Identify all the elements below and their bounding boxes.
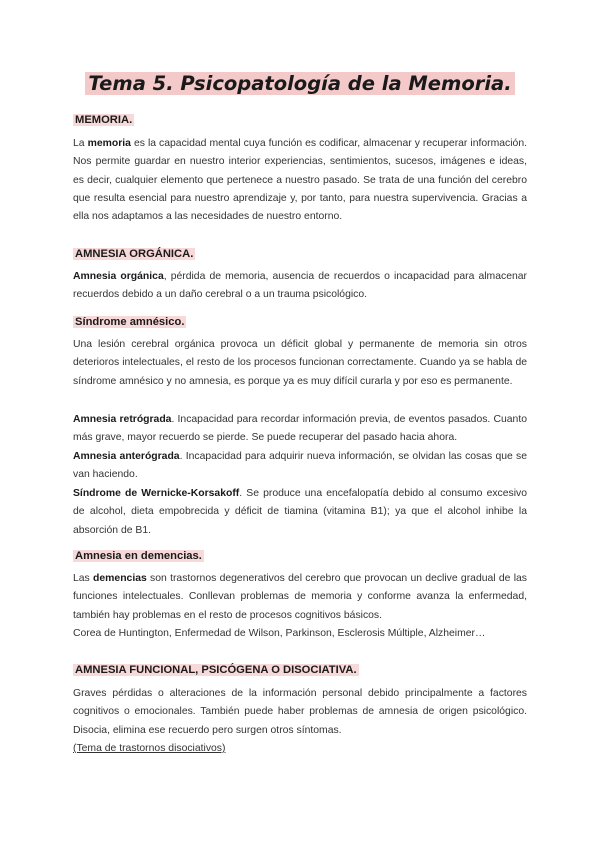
paragraph-demencias: Las demencias son trastornos degenerativos del cerebro que provocan un declive gradual de las funciones intelectuales. Conllevan problemas de memoria y conforme avanza la enfermedad, también hay problemas en el resto de procesos cognitivos básicos. (73, 573, 528, 621)
paragraph-link (73, 740, 527, 758)
page-title (0, 72, 600, 95)
paragraph-memoria: La memoria es la capacidad mental cuya función es codificar, almacenar y recuperar información. Nos permite guardar en nuestro interior experiencias, sentimientos, sucesos, imágenes e ideas, es decir, cualquier elemento que pertenece a nuestro pasado. Se trata de una función del cerebro que resulta esencial para nuestro aprendizaje y, por tanto, para nuestra supervivencia. Gracias a ella nos adaptamos a las necesidades de nuestro entorno. (73, 138, 528, 223)
paragraph-demencias-ejemplos: Corea de Huntington, Enfermedad de Wilson, Parkinson, Esclerosis Múltiple, Alzheimer… (73, 628, 486, 639)
heading-memoria: MEMORIA. (75, 114, 133, 126)
paragraph-sindrome-amnesico: Una lesión cerebral orgánica provoca un déficit global y permanente de memoria sin otros deterioros intelectuales, el resto de los procesos funcionan correctamente. Cuando ya se habla de síndrome amnésico y no amnesia, es porque ya es muy difícil curarla y por eso es permanente. (73, 339, 527, 387)
paragraph-amnesia-retrograda: Amnesia retrógrada. Incapacidad para recordar información previa, de eventos pasados. Cuanto más grave, mayor recuerdo se pierde. Se puede recuperar del pasado hacia ahora. (73, 414, 528, 444)
link-trastornos-disociativos[interactable]: (Tema de trastornos disociativos) (73, 743, 226, 754)
paragraph-wernicke-korsakoff: Síndrome de Wernicke-Korsakoff. Se produce una encefalopatía debido al consumo excesivo de alcohol, dieta empobrecida y déficit de tiamina (vitamina B1); ya que el alcohol inhibe la absorción de B1. (73, 488, 527, 536)
heading-amnesia-funcional: AMNESIA FUNCIONAL, PSICÓGENA O DISOCIATIVA. (75, 664, 357, 676)
paragraph-amnesia-anterograda: Amnesia anterógrada. Incapacidad para adquirir nueva información, se olvidan las cosas que se van haciendo. (73, 451, 527, 481)
heading-sindrome-amnesico: Síndrome amnésico. (75, 316, 185, 328)
paragraph-amnesia-organica: Amnesia orgánica, pérdida de memoria, ausencia de recuerdos o incapacidad para almacenar recuerdos debido a un daño cerebral o a un trauma psicológico. (73, 271, 527, 301)
heading-amnesia-demencias: Amnesia en demencias. (75, 550, 202, 562)
heading-amnesia-organica: AMNESIA ORGÁNICA. (75, 248, 194, 260)
paragraph-amnesia-funcional: Graves pérdidas o alteraciones de la información personal debido principalmente a factores cognitivos o emocionales. También puede haber problemas de amnesia de origen psicológico. Disocia, elimina ese recuerdo pero surgen otros síntomas. (73, 688, 527, 736)
page-title-text: Tema 5. Psicopatología de la Memoria. (85, 72, 514, 95)
